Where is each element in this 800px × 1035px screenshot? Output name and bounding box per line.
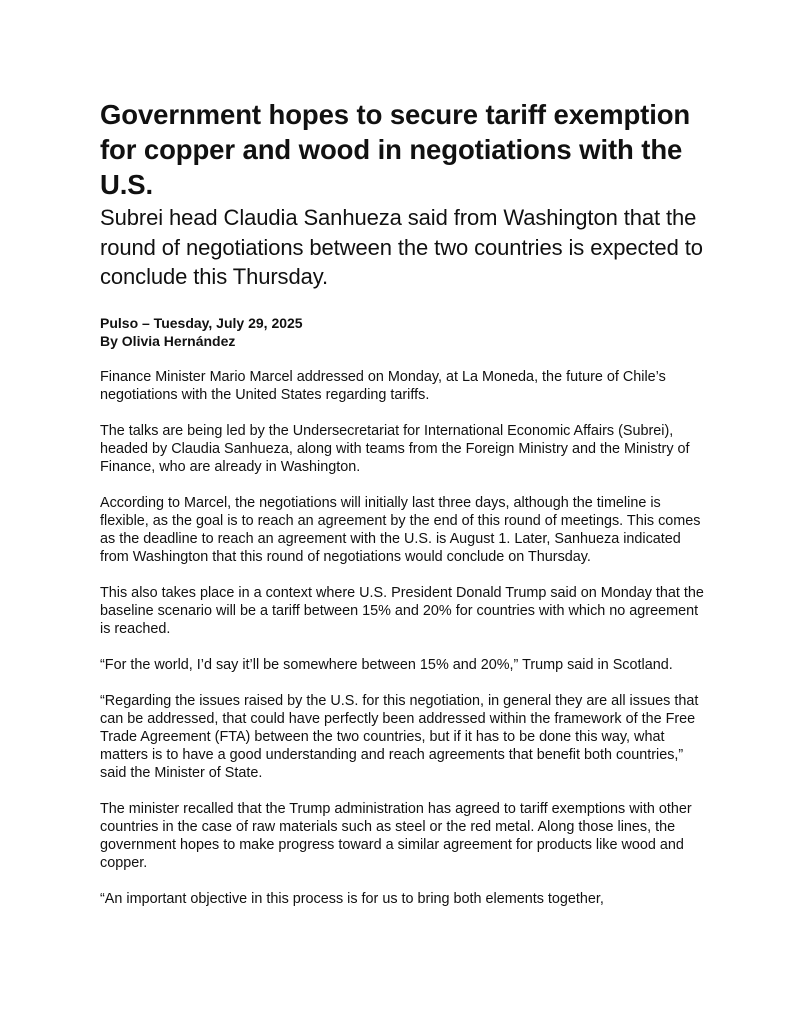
article-paragraph: “For the world, I’d say it’ll be somewhere between 15% and 20%,” Trump said in Scotland. xyxy=(100,656,673,673)
article-paragraph: This also takes place in a context where U.S. President Donald Trump said on Monday that the baseline scenario will be a tariff between 15% and 20% for countries with which no agreement is reached. xyxy=(100,584,704,637)
article-paragraph: Finance Minister Mario Marcel addressed on Monday, at La Moneda, the future of Chile’s negotiations with the United States regarding tariffs. xyxy=(100,368,666,403)
article-paragraph: The minister recalled that the Trump administration has agreed to tariff exemptions with other countries in the case of raw materials such as steel or the red metal. Along those lines, the government hopes to make progress toward a similar agreement for products like wood and copper. xyxy=(100,800,692,871)
article-paragraph: According to Marcel, the negotiations will initially last three days, although the timeline is flexible, as the goal is to reach an agreement by the end of this round of meetings. This comes as the deadline to reach an agreement with the U.S. is August 1. Later, Sanhueza indicated from Washington that this round of negotiations would conclude on Thursday. xyxy=(100,494,701,565)
article-author: By Olivia Hernández xyxy=(100,332,236,349)
article-paragraph: “An important objective in this process is for us to bring both elements together, xyxy=(100,890,604,907)
article-page xyxy=(100,97,705,926)
article-body xyxy=(100,368,705,908)
byline-block xyxy=(100,314,705,350)
article-paragraph: “Regarding the issues raised by the U.S. for this negotiation, in general they are all issues that can be addressed, that could have perfectly been addressed within the framework of the Free Trade Agreement (FTA) between the two countries, but if it has to be done this way, what matters is to have a good understanding and reach agreements that benefit both countries,” said the Minister of State. xyxy=(100,692,699,781)
article-dateline: Pulso – Tuesday, July 29, 2025 xyxy=(100,314,303,331)
article-subheadline: Subrei head Claudia Sanhueza said from Washington that the round of negotiations between the two countries is expected to conclude this Thursday. xyxy=(100,205,703,289)
article-headline: Government hopes to secure tariff exemption for copper and wood in negotiations with the U.S. xyxy=(100,99,691,200)
article-paragraph: The talks are being led by the Undersecretariat for International Economic Affairs (Subrei), headed by Claudia Sanhueza, along with teams from the Foreign Ministry and the Ministry of Finance, who are already in Washington. xyxy=(100,422,690,475)
